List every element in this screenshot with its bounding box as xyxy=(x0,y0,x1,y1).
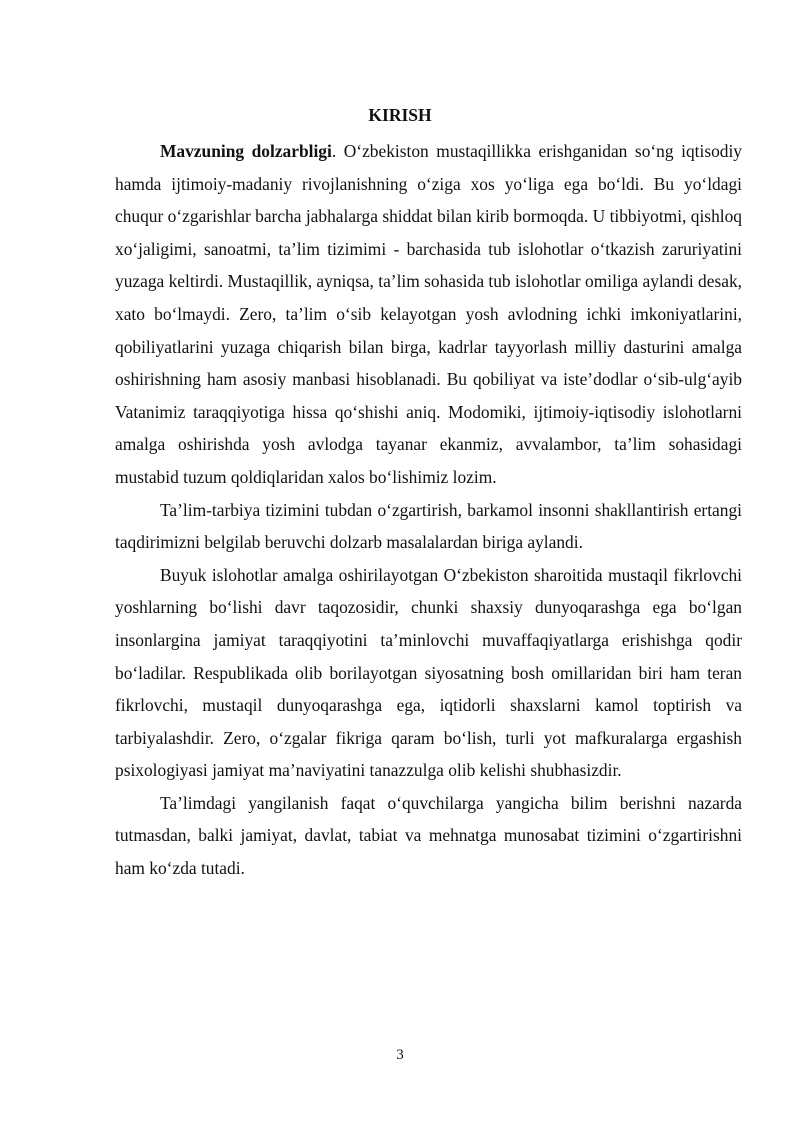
paragraph-2: Ta’lim-tarbiya tizimini tubdan o‘zgartirish, barkamol insonni shakllantirish ertangi taqdirimizni belgilab beruvchi dolzarb masalalardan biriga aylandi. xyxy=(115,499,742,553)
page-number: 3 xyxy=(396,1047,404,1063)
paragraph-lead: Mavzuning dolzarbligi xyxy=(160,141,332,161)
paragraph-1 xyxy=(115,135,742,494)
page-title: KIRISH xyxy=(368,105,432,125)
paragraph-1-text: . O‘zbekiston mustaqillikka erishganidan so‘ng iqtisodiy hamda ijtimoiy-madaniy rivojlanishning o‘ziga xos yo‘liga ega bo‘ldi. Bu yo‘ldagi chuqur o‘zgarishlar barcha jabhalarga shiddat bilan kirib bormoqda. U tibbiyotmi, qishloq xo‘jaligimi, sanoatmi, ta’lim tizimimi - barchasida tub islohotlar o‘tkazish zaruriyatini yuzaga keltirdi. Mustaqillik, ayniqsa, ta’lim sohasida tub islohotlar omiliga aylandi desak, xato bo‘lmaydi. Zero, ta’lim o‘sib kelayotgan yosh avlodning ichki imkoniyatlarini, qobiliyatlarini yuzaga chiqarish bilan birga, kadrlar tayyorlash milliy dasturini amalga oshirishning ham asosiy manbasi hisoblanadi. Bu qobiliyat va iste’dodlar o‘sib-ulg‘ayib Vatanimiz taraqqiyotiga hissa qo‘shishi aniq. Modomiki, ijtimoiy-iqtisodiy islohotlarni amalga oshirishda yosh avlodga tayanar ekanmiz, avvalambor, ta’lim sohasidagi mustabid tuzum qoldiqlaridan xalos bo‘lishimiz lozim. xyxy=(115,141,743,487)
body-text xyxy=(115,135,742,885)
paragraph-3: Buyuk islohotlar amalga oshirilayotgan O‘zbekiston sharoitida mustaqil fikrlovchi yoshlarning bo‘lishi davr taqozosidir, chunki shaxsiy dunyoqarashga ega bo‘lgan insonlargina jamiyat taraqqiyotini ta’minlovchi muvaffaqiyatlarga erishishga qodir bo‘ladilar. Respublikada olib borilayotgan siyosatning bosh omillaridan biri ham teran fikrlovchi, mustaqil dunyoqarashga ega, iqtidorli shaxslarni kamol toptirish va tarbiyalashdir. Zero, o‘zgalar fikriga qaram bo‘lish, turli yot mafkuralarga ergashish psixologiyasi jamiyat ma’naviyatini tanazzulga olib kelishi shubhasizdir. xyxy=(115,564,742,781)
paragraph-4: Ta’limdagi yangilanish faqat o‘quvchilarga yangicha bilim berishni nazarda tutmasdan, balki jamiyat, davlat, tabiat va mehnatga munosabat tizimini o‘zgartirishni ham ko‘zda tutadi. xyxy=(115,792,742,879)
